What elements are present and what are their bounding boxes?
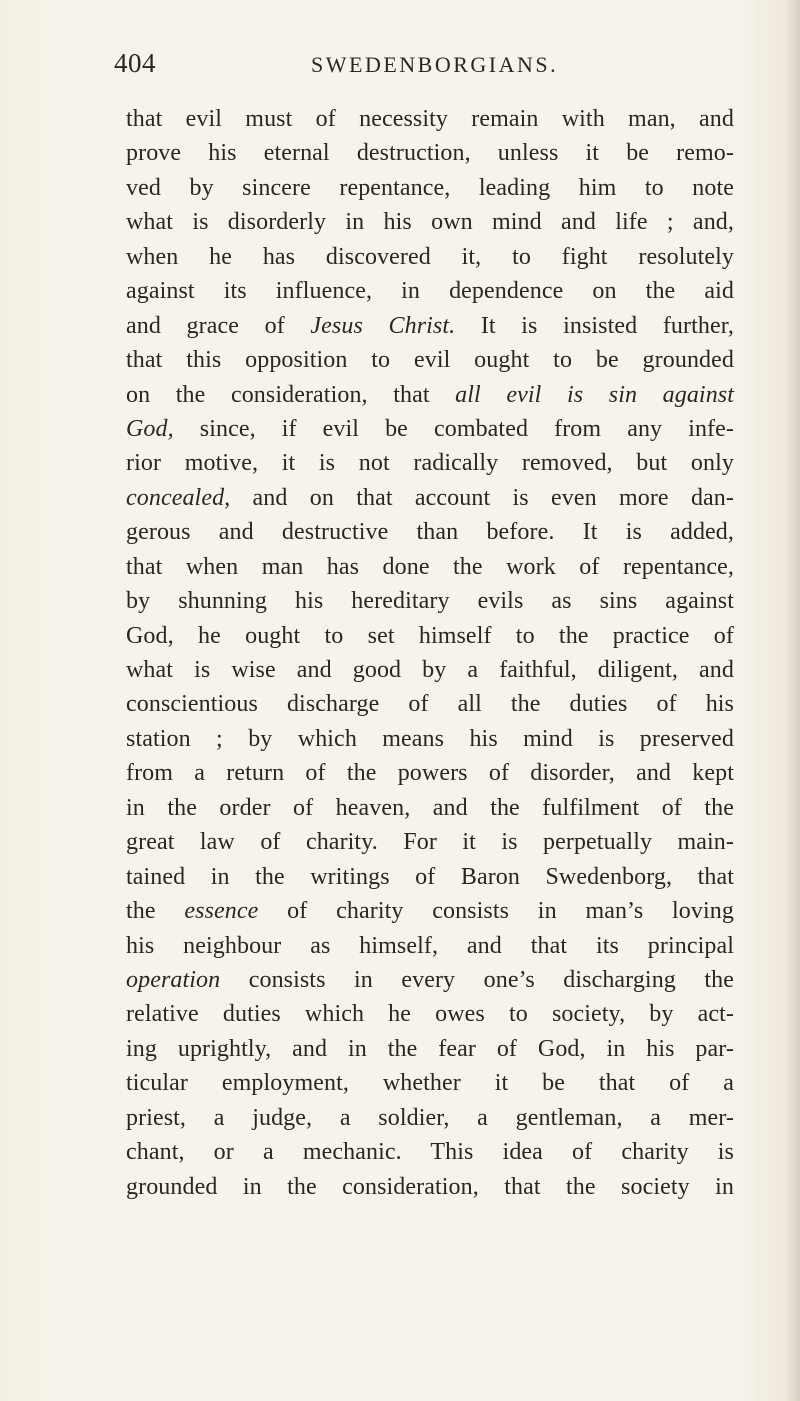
italic-text: God, <box>126 415 174 442</box>
text-line <box>126 515 734 549</box>
text-line <box>126 446 734 480</box>
text-segment: conscientious discharge of all the duties of his <box>126 691 734 718</box>
page-header <box>114 48 724 88</box>
page-number: 404 <box>114 48 156 78</box>
text-segment: since, if evil be combated from any infe- <box>173 415 734 442</box>
text-line <box>126 412 734 446</box>
text-segment: of charity consists in man’s loving <box>258 898 734 925</box>
text-line <box>126 894 734 928</box>
italic-text: operation <box>126 966 221 993</box>
text-segment: chant, or a mechanic. This idea of charity is <box>126 1139 734 1166</box>
text-segment: God, he ought to set himself to the practice of <box>126 622 734 649</box>
text-line <box>126 1170 734 1204</box>
text-segment: when he has discovered it, to fight resolutely <box>126 243 734 270</box>
text-line <box>126 343 734 377</box>
text-segment: priest, a judge, a soldier, a gentleman, a mer- <box>126 1104 734 1131</box>
text-line <box>126 825 734 859</box>
text-segment: prove his eternal destruction, unless it be remo- <box>126 140 734 167</box>
text-segment: It is insisted further, <box>455 312 734 339</box>
body-text <box>126 102 734 1204</box>
text-line <box>126 997 734 1031</box>
running-head: SWEDENBORGIANS. <box>311 52 559 77</box>
text-segment: consists in every one’s discharging the <box>220 966 734 993</box>
text-line <box>126 481 734 515</box>
page-edge-shadow <box>786 0 800 1401</box>
text-segment: what is wise and good by a faithful, diligent, and <box>126 657 734 683</box>
text-segment: ved by sincere repentance, leading him to note <box>126 174 734 201</box>
text-segment: from a return of the powers of disorder, and kept <box>126 760 734 787</box>
text-line <box>126 584 734 618</box>
italic-text: concealed, <box>126 484 231 511</box>
text-line <box>126 102 734 136</box>
text-line <box>126 619 734 653</box>
text-line <box>126 756 734 790</box>
text-segment: and on that account is even more dan- <box>230 484 734 511</box>
text-line <box>126 791 734 825</box>
text-line <box>126 722 734 756</box>
text-line <box>126 687 734 721</box>
text-line <box>126 205 734 239</box>
text-line <box>126 929 734 963</box>
text-line <box>126 860 734 894</box>
text-segment: that when man has done the work of repentance, <box>126 553 734 580</box>
text-segment: rior motive, it is not radically removed, but only <box>126 450 734 477</box>
text-line <box>126 653 734 687</box>
italic-text: Jesus Christ. <box>310 312 456 339</box>
text-line <box>126 171 734 205</box>
text-segment: the <box>126 898 185 925</box>
text-segment: station ; by which means his mind is preserved <box>126 725 734 752</box>
text-segment: in the order of heaven, and the fulfilment of the <box>126 794 734 821</box>
text-line <box>126 550 734 584</box>
text-segment: against its influence, in dependence on the aid <box>126 278 734 305</box>
text-segment: by shunning his hereditary evils as sins against <box>126 588 734 615</box>
text-segment: on the consideration, that <box>126 381 456 408</box>
text-line <box>126 963 734 997</box>
text-line <box>126 1066 734 1100</box>
text-segment: relative duties which he owes to society, by act- <box>126 1001 734 1028</box>
text-segment: tained in the writings of Baron Swedenborg, that <box>126 863 734 890</box>
text-segment: that evil must of necessity remain with man, and <box>126 106 734 132</box>
text-segment: ing uprightly, and in the fear of God, in his par- <box>126 1035 734 1062</box>
text-segment: his neighbour as himself, and that its principal <box>126 932 734 959</box>
text-segment: that this opposition to evil ought to be grounded <box>126 347 734 374</box>
text-segment: great law of charity. For it is perpetually main- <box>126 829 734 856</box>
text-line <box>126 378 734 412</box>
text-segment: and grace of <box>126 312 311 339</box>
text-line <box>126 1135 734 1169</box>
text-line <box>126 240 734 274</box>
italic-text: essence <box>184 898 259 925</box>
text-segment: grounded in the consideration, that the society in <box>126 1173 734 1200</box>
text-line <box>126 274 734 308</box>
text-line <box>126 1032 734 1066</box>
italic-text: all evil is sin against <box>455 381 734 408</box>
text-segment: gerous and destructive than before. It is added, <box>126 519 734 546</box>
text-segment: what is disorderly in his own mind and life ; and, <box>126 209 734 236</box>
text-segment: ticular employment, whether it be that of a <box>126 1070 734 1097</box>
text-line <box>126 1101 734 1135</box>
text-line <box>126 136 734 170</box>
text-line <box>126 309 734 343</box>
